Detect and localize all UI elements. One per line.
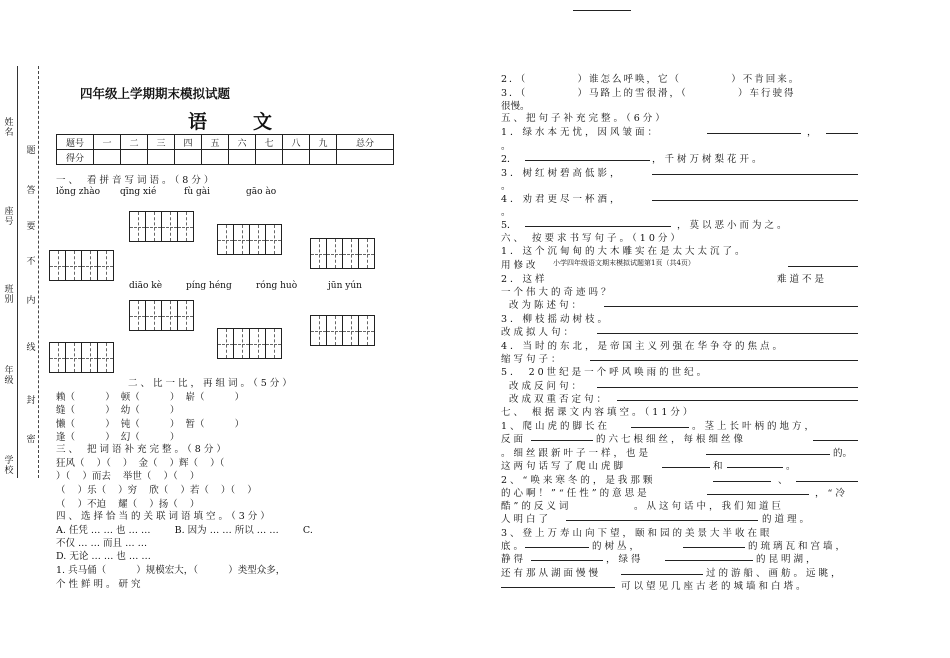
- recall-q1-blank-3[interactable]: [813, 430, 858, 441]
- recall-q1-blank-6[interactable]: [727, 457, 783, 468]
- rewrite-q2-start: 2．这样: [501, 274, 548, 285]
- idiom-line-2: ）（ ）而去 举世（ ）（ ）: [56, 471, 200, 482]
- recall-q2-f: 。从这句话中，我们知道巨: [634, 501, 785, 512]
- compare-line-4: 逢（ ） 幻（ ）: [56, 432, 180, 443]
- recall-q2-h: 的道理。: [762, 514, 813, 525]
- binding-char-xian: 线: [26, 343, 36, 353]
- rewrite-q5: 5． 20世纪是一个呼风唤雨的世纪。: [501, 367, 710, 378]
- recall-q3-i: 过的游船、画舫。远眺，: [706, 568, 844, 579]
- section2-heading: 二、比一比，再组词。（5分）: [128, 378, 295, 389]
- writing-grid[interactable]: [49, 342, 114, 373]
- score-header-cell: 八: [283, 135, 310, 150]
- binding-dashed-line: [38, 66, 39, 478]
- conjunction-options-1: A. 任凭 … … 也 … … B. 因为 … … 所以 … … C.: [56, 525, 313, 536]
- conjunction-q1-line2: 个性鲜明。研究: [56, 579, 144, 590]
- complete-q5-text: ，莫以恶小而为之。: [677, 220, 790, 231]
- score-header-cell: 二: [121, 135, 148, 150]
- compare-line-3: 懒（ ） 钝（ ） 暂（ ）: [56, 419, 245, 430]
- complete-q4: 4．劝君更尽一杯酒，: [501, 194, 623, 205]
- recall-q3-c: 的树丛，: [592, 541, 643, 552]
- rewrite-q5-blank-2[interactable]: [617, 390, 858, 401]
- writing-grid[interactable]: [310, 238, 375, 269]
- recall-q1-blank-5[interactable]: [662, 457, 710, 468]
- score-header-cell: 三: [148, 135, 175, 150]
- idiom-line-4: （ ）不迫 耀（ ）扬（ ）: [56, 499, 200, 510]
- recall-q3-b: 底。: [501, 541, 527, 552]
- pinyin-7: róng huò: [256, 281, 298, 291]
- score-cell[interactable]: [94, 150, 121, 165]
- exam-title: 四年级上学期期末模拟试题: [80, 86, 231, 101]
- rewrite-q3: 3．柳枝摇动树枝。: [501, 314, 611, 325]
- pinyin-6: píng héng: [186, 281, 232, 291]
- writing-grid[interactable]: [49, 250, 114, 281]
- conjunction-options-3: D. 无论 … … 也 … …: [56, 551, 151, 562]
- recall-q3-blank-4[interactable]: [665, 550, 753, 561]
- recall-q3-e: 静得: [501, 554, 527, 565]
- compare-line-2: 缝（ ） 幼（ ）: [56, 405, 180, 416]
- pinyin-4: gāo ào: [246, 187, 277, 197]
- recall-q3-d: 的琉璃瓦和宫墙，: [748, 541, 849, 552]
- recall-q1-blank-1[interactable]: [631, 417, 689, 428]
- score-cell[interactable]: [229, 150, 256, 165]
- score-header-cell: 总分: [337, 135, 394, 150]
- recall-q2-g: 人明白了: [501, 514, 552, 525]
- recall-q3-blank-2[interactable]: [683, 537, 745, 548]
- score-cell[interactable]: [175, 150, 202, 165]
- recall-q1-blank-2[interactable]: [531, 430, 593, 441]
- recall-q3-blank-3[interactable]: [531, 550, 603, 561]
- section6-heading: 六、 按要求书写句子。（10分）: [501, 233, 683, 244]
- complete-q3-end: 。: [501, 181, 511, 192]
- recall-q2-blank-5[interactable]: [566, 510, 758, 521]
- score-table-header-row: [57, 135, 394, 150]
- complete-q4-blank[interactable]: [652, 190, 858, 201]
- complete-q1-blank-2[interactable]: [826, 123, 858, 134]
- conjunction-q1-line1: 1. 兵马俑（ ）规模宏大，（ ）类型众多，: [56, 565, 286, 576]
- pinyin-1: lǒng zhào: [56, 187, 101, 197]
- pinyin-2: qīng xié: [120, 187, 157, 197]
- recall-q1-e: 。细丝跟新叶子一样，也是: [501, 448, 652, 459]
- complete-q1-comma: ，: [807, 127, 817, 138]
- score-header-cell: 九: [310, 135, 337, 150]
- score-header-cell: 一: [94, 135, 121, 150]
- recall-q3-f: ，绿得: [606, 554, 644, 565]
- complete-q4-end: 。: [501, 207, 511, 218]
- score-cell[interactable]: [283, 150, 310, 165]
- score-header-cell: 七: [256, 135, 283, 150]
- writing-grid[interactable]: [129, 300, 194, 331]
- subject-title: 语文: [188, 111, 319, 133]
- rewrite-q1-req: 用修改: [501, 260, 539, 271]
- score-cell[interactable]: [256, 150, 283, 165]
- recall-q3-h: 还有那从湖面慢慢: [501, 568, 602, 579]
- recall-q1-i: 。: [786, 461, 796, 472]
- binding-solid-line: [17, 66, 18, 478]
- recall-q3-j: 可以望见几座古老的城墙和白塔。: [621, 581, 809, 592]
- conjunction-q3-line2: 很慢。: [501, 101, 530, 112]
- complete-q1: 1．绿水本无忧，因风皱面：: [501, 127, 661, 138]
- section5-heading: 五、把句子补充完整。（6分）: [501, 113, 668, 124]
- rewrite-q4: 4．当时的东北，是帝国主义列强在华争夺的焦点。: [501, 341, 786, 352]
- idiom-line-1: 狂风（ ）（ ） 金（ ）辉（ ）（: [56, 458, 225, 469]
- recall-q2-e: 酷”的反义词: [501, 501, 572, 512]
- section7-heading: 七、 根据课文内容填空。（11分）: [501, 407, 696, 418]
- recall-q1-h: 和: [713, 461, 723, 472]
- binding-char-bu: 不: [26, 257, 36, 267]
- rewrite-q2-end: 一个伟大的奇迹吗？: [501, 287, 614, 298]
- score-cell[interactable]: [202, 150, 229, 165]
- rewrite-q5-blank-1[interactable]: [597, 377, 858, 388]
- recall-q2-blank-3[interactable]: [707, 484, 809, 495]
- conjunction-q3-line1: 3．（ ）马路上的雪很滑，（ ）车行驶得: [501, 88, 796, 99]
- section4-heading: 四、选择恰当的关联词语填空。（3分）: [56, 511, 273, 522]
- recall-q2-blank-4[interactable]: [573, 0, 631, 11]
- rewrite-q4-req: 缩写句子：: [501, 354, 564, 365]
- recall-q1-g: 这两句话写了爬山虎脚: [501, 461, 627, 472]
- complete-q2-num: 2．: [501, 154, 517, 165]
- recall-q3-blank-1[interactable]: [525, 537, 589, 548]
- pinyin-5: diāo kè: [129, 281, 163, 291]
- rewrite-q1: 1．这个沉甸甸的大木雕实在是太大太沉了。: [501, 246, 748, 257]
- recall-q2-c: 的心啊！”“任性”的意思是: [501, 488, 650, 499]
- recall-q2-a: 2、“唤来寒冬的，是我那颗: [501, 475, 656, 486]
- complete-q2-blank[interactable]: [525, 150, 650, 161]
- score-row-label: 得分: [57, 150, 94, 165]
- recall-q2-blank-2[interactable]: [796, 471, 858, 482]
- compare-line-1: 赖（ ） 顿（ ） 崭（ ）: [56, 392, 245, 403]
- rewrite-q2-req: 改为陈述句：: [509, 300, 585, 311]
- section1-heading: 一、 看拼音写词语。（8分）: [56, 175, 217, 186]
- class-label: 班别: [4, 285, 14, 305]
- recall-q3-g: 的昆明湖，: [756, 554, 819, 565]
- seat-label: 座号: [4, 207, 14, 227]
- score-header-cell: 六: [229, 135, 256, 150]
- page-footer: 小学四年级语文期末模拟试题第1页（共4页）: [553, 259, 695, 267]
- recall-q1-blank-4[interactable]: [706, 444, 830, 455]
- writing-grid[interactable]: [217, 328, 282, 359]
- recall-q1-d: 的六七根细丝，每根细丝像: [596, 434, 747, 445]
- school-label: 学校: [4, 456, 14, 476]
- rewrite-q3-blank[interactable]: [597, 323, 858, 334]
- complete-q3: 3．树红树碧高低影，: [501, 168, 623, 179]
- binding-char-mi: 密: [26, 435, 36, 445]
- recall-q1-c: 反面: [501, 434, 527, 445]
- rewrite-q3-req: 改成拟人句：: [501, 327, 577, 338]
- complete-q1-end: 。: [501, 141, 511, 152]
- complete-q5-blank[interactable]: [525, 216, 671, 227]
- rewrite-q2-blank[interactable]: [604, 296, 858, 307]
- recall-q2-b: 、: [778, 475, 788, 486]
- rewrite-q2-mid: 难道不是: [777, 274, 828, 285]
- recall-q1-f: 的。: [833, 448, 853, 459]
- recall-q1-a: 1、爬山虎的脚长在: [501, 421, 611, 432]
- score-header-cell: 五: [202, 135, 229, 150]
- conjunction-options-2: 不仅 … … 而且 … …: [56, 538, 148, 549]
- score-table: [56, 134, 394, 165]
- binding-char-feng: 封: [26, 396, 36, 406]
- writing-grid[interactable]: [217, 224, 282, 255]
- section3-heading: 三、 把词语补充完整。（8分）: [56, 444, 229, 455]
- recall-q3-blank-6[interactable]: [501, 577, 615, 588]
- rewrite-q1-blank[interactable]: [788, 256, 858, 267]
- pinyin-8: jūn yún: [328, 281, 362, 291]
- writing-grid[interactable]: [310, 315, 375, 346]
- score-cell[interactable]: [337, 150, 394, 165]
- score-cell[interactable]: [148, 150, 175, 165]
- rewrite-q4-blank[interactable]: [590, 350, 858, 361]
- idiom-line-3: （ ）乐（ ）穷 欣（ ）若（ ）（ ）: [56, 485, 257, 496]
- grade-label: 年级: [4, 366, 14, 386]
- score-cell[interactable]: [310, 150, 337, 165]
- recall-q3-a: 3、登上万寿山向下望，颐和园的美景大半收在眼: [501, 528, 773, 539]
- recall-q2-blank-1[interactable]: [713, 471, 771, 482]
- score-cell[interactable]: [121, 150, 148, 165]
- pinyin-3: fù gài: [184, 187, 210, 197]
- binding-char-yao: 要: [26, 222, 36, 232]
- complete-q1-blank-1[interactable]: [707, 123, 801, 134]
- recall-q3-blank-5[interactable]: [621, 564, 703, 575]
- rewrite-q5-req1: 改成反问句：: [509, 381, 585, 392]
- recall-q1-b: 。茎上长叶柄的地方，: [692, 421, 818, 432]
- conjunction-q2: 2．（ ）谁怎么呼唤，它（ ）不肯回来。: [501, 74, 801, 85]
- binding-char-ti: 题: [26, 146, 36, 156]
- score-table-score-row: [57, 150, 394, 165]
- recall-q2-d: ，“冷: [815, 488, 848, 499]
- name-label: 姓名: [4, 118, 14, 138]
- score-header-cell: 四: [175, 135, 202, 150]
- binding-char-da: 答: [26, 186, 36, 196]
- writing-grid[interactable]: [129, 211, 194, 242]
- complete-q5-num: 5．: [501, 220, 517, 231]
- complete-q2-text: ，千树万树梨花开。: [652, 154, 765, 165]
- score-header-cell: 题号: [57, 135, 94, 150]
- complete-q3-blank[interactable]: [652, 164, 858, 175]
- rewrite-q5-req2: 改成双重否定句：: [509, 394, 610, 405]
- binding-char-nei: 内: [26, 296, 36, 306]
